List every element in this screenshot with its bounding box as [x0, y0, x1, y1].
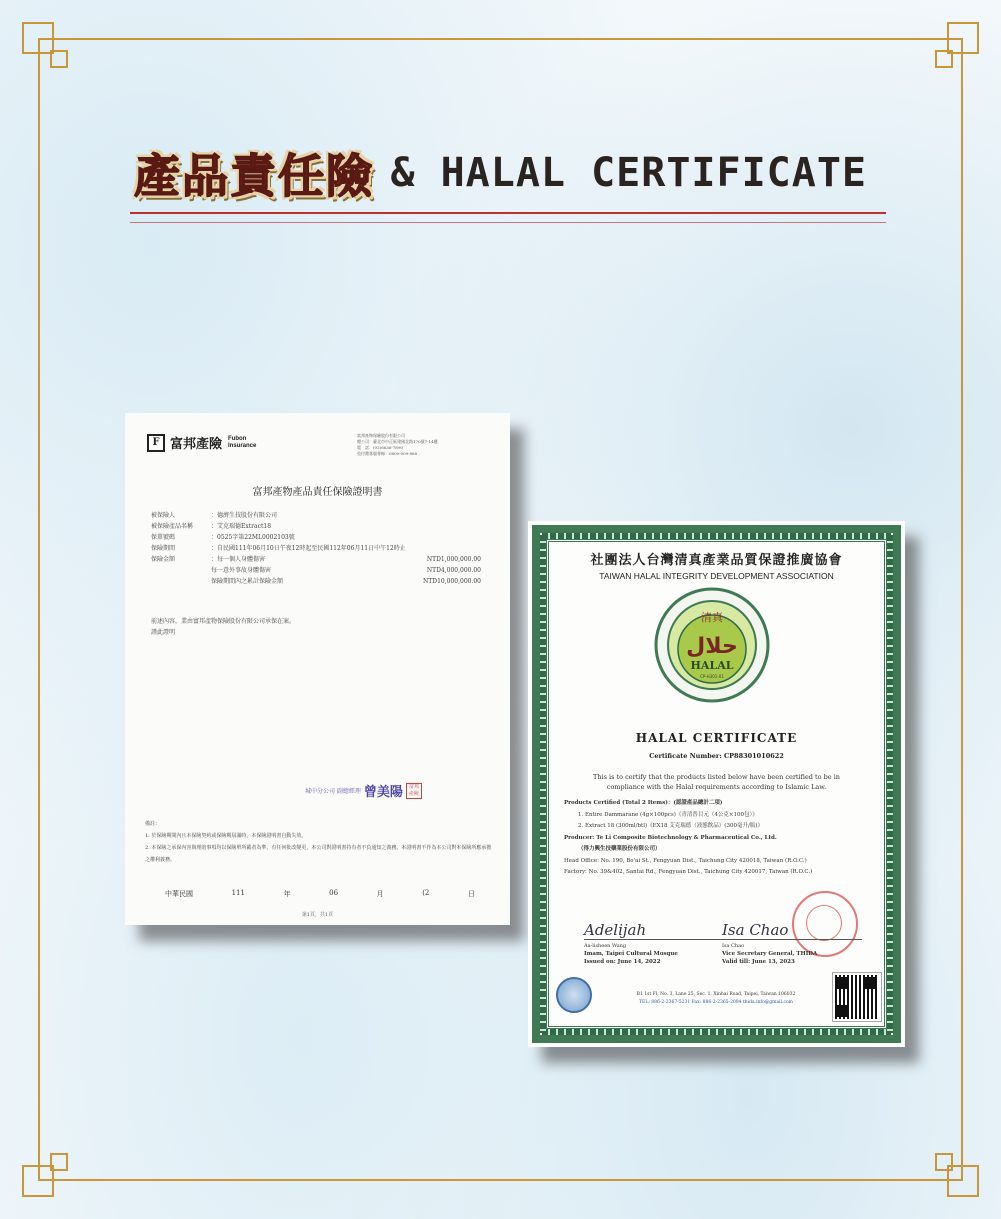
certificate-title: HALAL CERTIFICATE: [635, 731, 798, 745]
title-chinese: 產品責任險: [133, 149, 374, 203]
insurer-address-line: 總公司：臺北市中正區建國北路170號7-14樓: [357, 439, 438, 444]
date-part: 111: [231, 889, 245, 897]
valid-date: Valid till: June 13, 2023: [722, 959, 795, 965]
detail-row: [151, 543, 481, 554]
association-address: [606, 991, 826, 1007]
signature-left: [584, 921, 724, 966]
fubon-logo: [147, 433, 256, 452]
footnote-line: 2. 本保險之承保內容與理賠事項均以保險單所載者為準，有任何批改變更，本公司對證明書持有者不負通知之義務。本證明書不作為本公司對本保險所應承擔之權利義務。: [145, 845, 492, 863]
stamp-seal-icon: 富邦產險: [406, 783, 422, 799]
insurer-address: [357, 433, 438, 457]
detail-key: 被保險人: [151, 512, 176, 519]
seal-top-text: 清真: [701, 611, 723, 624]
producer: Producer: Te Li Composite Biotechnology & Pharmaceutical Co., Ltd.: [564, 834, 777, 841]
detail-value: ：自民國111年06月10日午夜12時起至民國112年06月11日中午12時止: [211, 545, 406, 552]
fubon-logo-en-1: Fubon: [228, 435, 247, 442]
signer-right-role: Vice Secretary General, THIDA: [722, 951, 818, 957]
detail-value: ：德濟生技股份有限公司: [211, 512, 278, 519]
certificate-body: [564, 798, 874, 879]
insurance-doc-title: 富邦產物產品責任保險證明書: [252, 487, 383, 498]
detail-key: 保險期間: [151, 545, 176, 552]
insurance-date: [165, 889, 475, 899]
detail-amount: NTD10,000,000.00: [423, 578, 481, 585]
halal-seal-icon: [654, 587, 770, 703]
halal-certificate: [528, 521, 905, 1047]
date-part: (2: [422, 889, 430, 897]
products-label: Products Certified (Total 2 Items)：(認證產品總計二項): [564, 800, 723, 806]
detail-key: 保險金額: [151, 556, 176, 563]
stamp-signature: 曾美陽: [363, 785, 403, 800]
seal-number-text: CP-H301-01: [700, 674, 724, 679]
signer-right-name: Isa Chao: [722, 943, 745, 949]
title-underline-thin: [130, 222, 886, 223]
association-name-en: TAIWAN HALAL INTEGRITY DEVELOPMENT ASSOCIATION: [599, 571, 834, 581]
insurer-address-line: 富邦產物保險股份有限公司: [357, 433, 405, 438]
detail-row: [151, 576, 481, 587]
head-office: Head Office: No. 190, Bo'ai St., Fengyuan Dist., Taichung City 420018, Taiwan (R.O.C.): [564, 857, 807, 864]
border-pattern-bottom: [542, 1029, 891, 1035]
detail-amount: NTD1,000,000.00: [426, 556, 481, 563]
certificate-number: Certificate Number: CP88301010622: [649, 752, 784, 760]
association-name-zh: 社團法人台灣清真產業品質保證推廣協會: [590, 553, 843, 568]
signature-left-mark: Adelijah: [584, 921, 724, 940]
detail-value: 每一意外事故身體傷害: [211, 567, 272, 574]
contact-line: TEL: 886-2-2367-5231 Fax: 886-2-2365-2094 thida.info@gmail.com: [639, 1000, 793, 1005]
fubon-logo-icon: F: [147, 434, 165, 452]
issue-date: Issued on: June 14, 2022: [584, 959, 661, 965]
date-part: 日: [467, 890, 475, 898]
qr-code-icon: [833, 973, 881, 1021]
frame-corner-bottom-left-inner: [50, 1153, 68, 1171]
detail-key: [151, 576, 211, 587]
detail-value: ：每一個人身體傷害: [211, 556, 266, 563]
date-part: 06: [329, 889, 339, 897]
signer-left-role: Imam, Taipei Cultural Mosque: [584, 951, 678, 957]
product-item: 2. Extract 18 (300ml/btl)《EX18 艾克瑞德（液態飲品）(300毫升/瓶)》: [578, 823, 763, 829]
fubon-logo-en: [228, 436, 256, 450]
product-item: 1. Entire Dammarane (4g×100pcs)《青清普目元（4公克×100包）》: [578, 811, 758, 818]
signer-left-name: Aa-lisheen Wang: [584, 943, 627, 949]
fubon-logo-zh: 富邦產險: [170, 437, 223, 452]
detail-row: [151, 554, 481, 565]
detail-row: [151, 521, 481, 532]
fubon-logo-en-2: Insurance: [228, 442, 257, 449]
footnote-line: 備註：: [145, 821, 161, 827]
detail-value: ：0525字第22ML0002103號: [211, 534, 295, 541]
title-english: & HALAL CERTIFICATE: [390, 150, 867, 196]
detail-row: [151, 565, 481, 576]
address-line: B1 1st Fl, No. 3, Lane 25, Sec. 1, Xinhai Road, Taipei, Taiwan 106032: [636, 992, 796, 997]
footnote-line: 1. 於保險期間內且本保險契約或保險期屆滿時，本保險證明書自動失效。: [145, 833, 307, 839]
detail-row: [151, 532, 481, 543]
page-title: [0, 140, 1001, 206]
signature-right: [722, 921, 862, 966]
date-part: 年: [283, 890, 291, 898]
insurer-address-line: 電 話：(02)6636-7890: [357, 445, 403, 450]
date-part: 中華民國: [165, 890, 193, 898]
detail-key: [151, 565, 211, 576]
insurance-footnotes: [145, 818, 495, 866]
detail-key: 保單號碼: [151, 534, 176, 541]
stamp-title: 城中分公司 副總經理: [305, 788, 361, 795]
association-emblem-icon: [556, 977, 592, 1013]
detail-value: 保險期間內之累計保險金額: [211, 578, 284, 585]
insurance-note: [151, 616, 295, 638]
frame-corner-top-left-inner: [50, 50, 68, 68]
detail-value: ：艾克瑞德Extract18: [211, 523, 272, 530]
insurance-certificate: [125, 413, 510, 925]
insurance-details: [151, 510, 481, 587]
seal-arabic-text: حلال: [686, 634, 738, 659]
insurer-stamp: [305, 781, 422, 800]
insurance-note-line: 謹此證明: [151, 629, 176, 636]
date-part: 月: [376, 890, 384, 898]
seal-word-text: HALAL: [690, 659, 734, 672]
detail-key: 被保險產品名稱: [151, 523, 194, 530]
producer-zh: （得力興生技藥業股份有限公司）: [578, 846, 661, 852]
factory-address: Factory: No. 39&402, Santai Rd., Fengyuan Dist., Taichung City 420017, Taiwan (R.O.C.): [564, 869, 813, 875]
page-number: 第1頁，共1頁: [301, 912, 334, 918]
detail-row: [151, 510, 481, 521]
title-underline: [130, 212, 886, 214]
signature-right-mark: Isa Chao: [722, 921, 862, 940]
certificate-intro: This is to certify that the products listed below have been certified to be in compliance with the Halal requirements according to Islamic Law.: [593, 773, 840, 791]
frame-corner-bottom-right-inner: [935, 1153, 953, 1171]
detail-amount: NTD4,000,000.00: [426, 567, 481, 574]
insurer-address-line: 免付費客服專線：0800-009-888: [357, 451, 418, 456]
border-pattern-right: [887, 535, 893, 1033]
frame-corner-top-right-inner: [935, 50, 953, 68]
insurance-note-line: 前述內容，業由富邦產物保險股份有限公司承保在案。: [151, 618, 296, 625]
